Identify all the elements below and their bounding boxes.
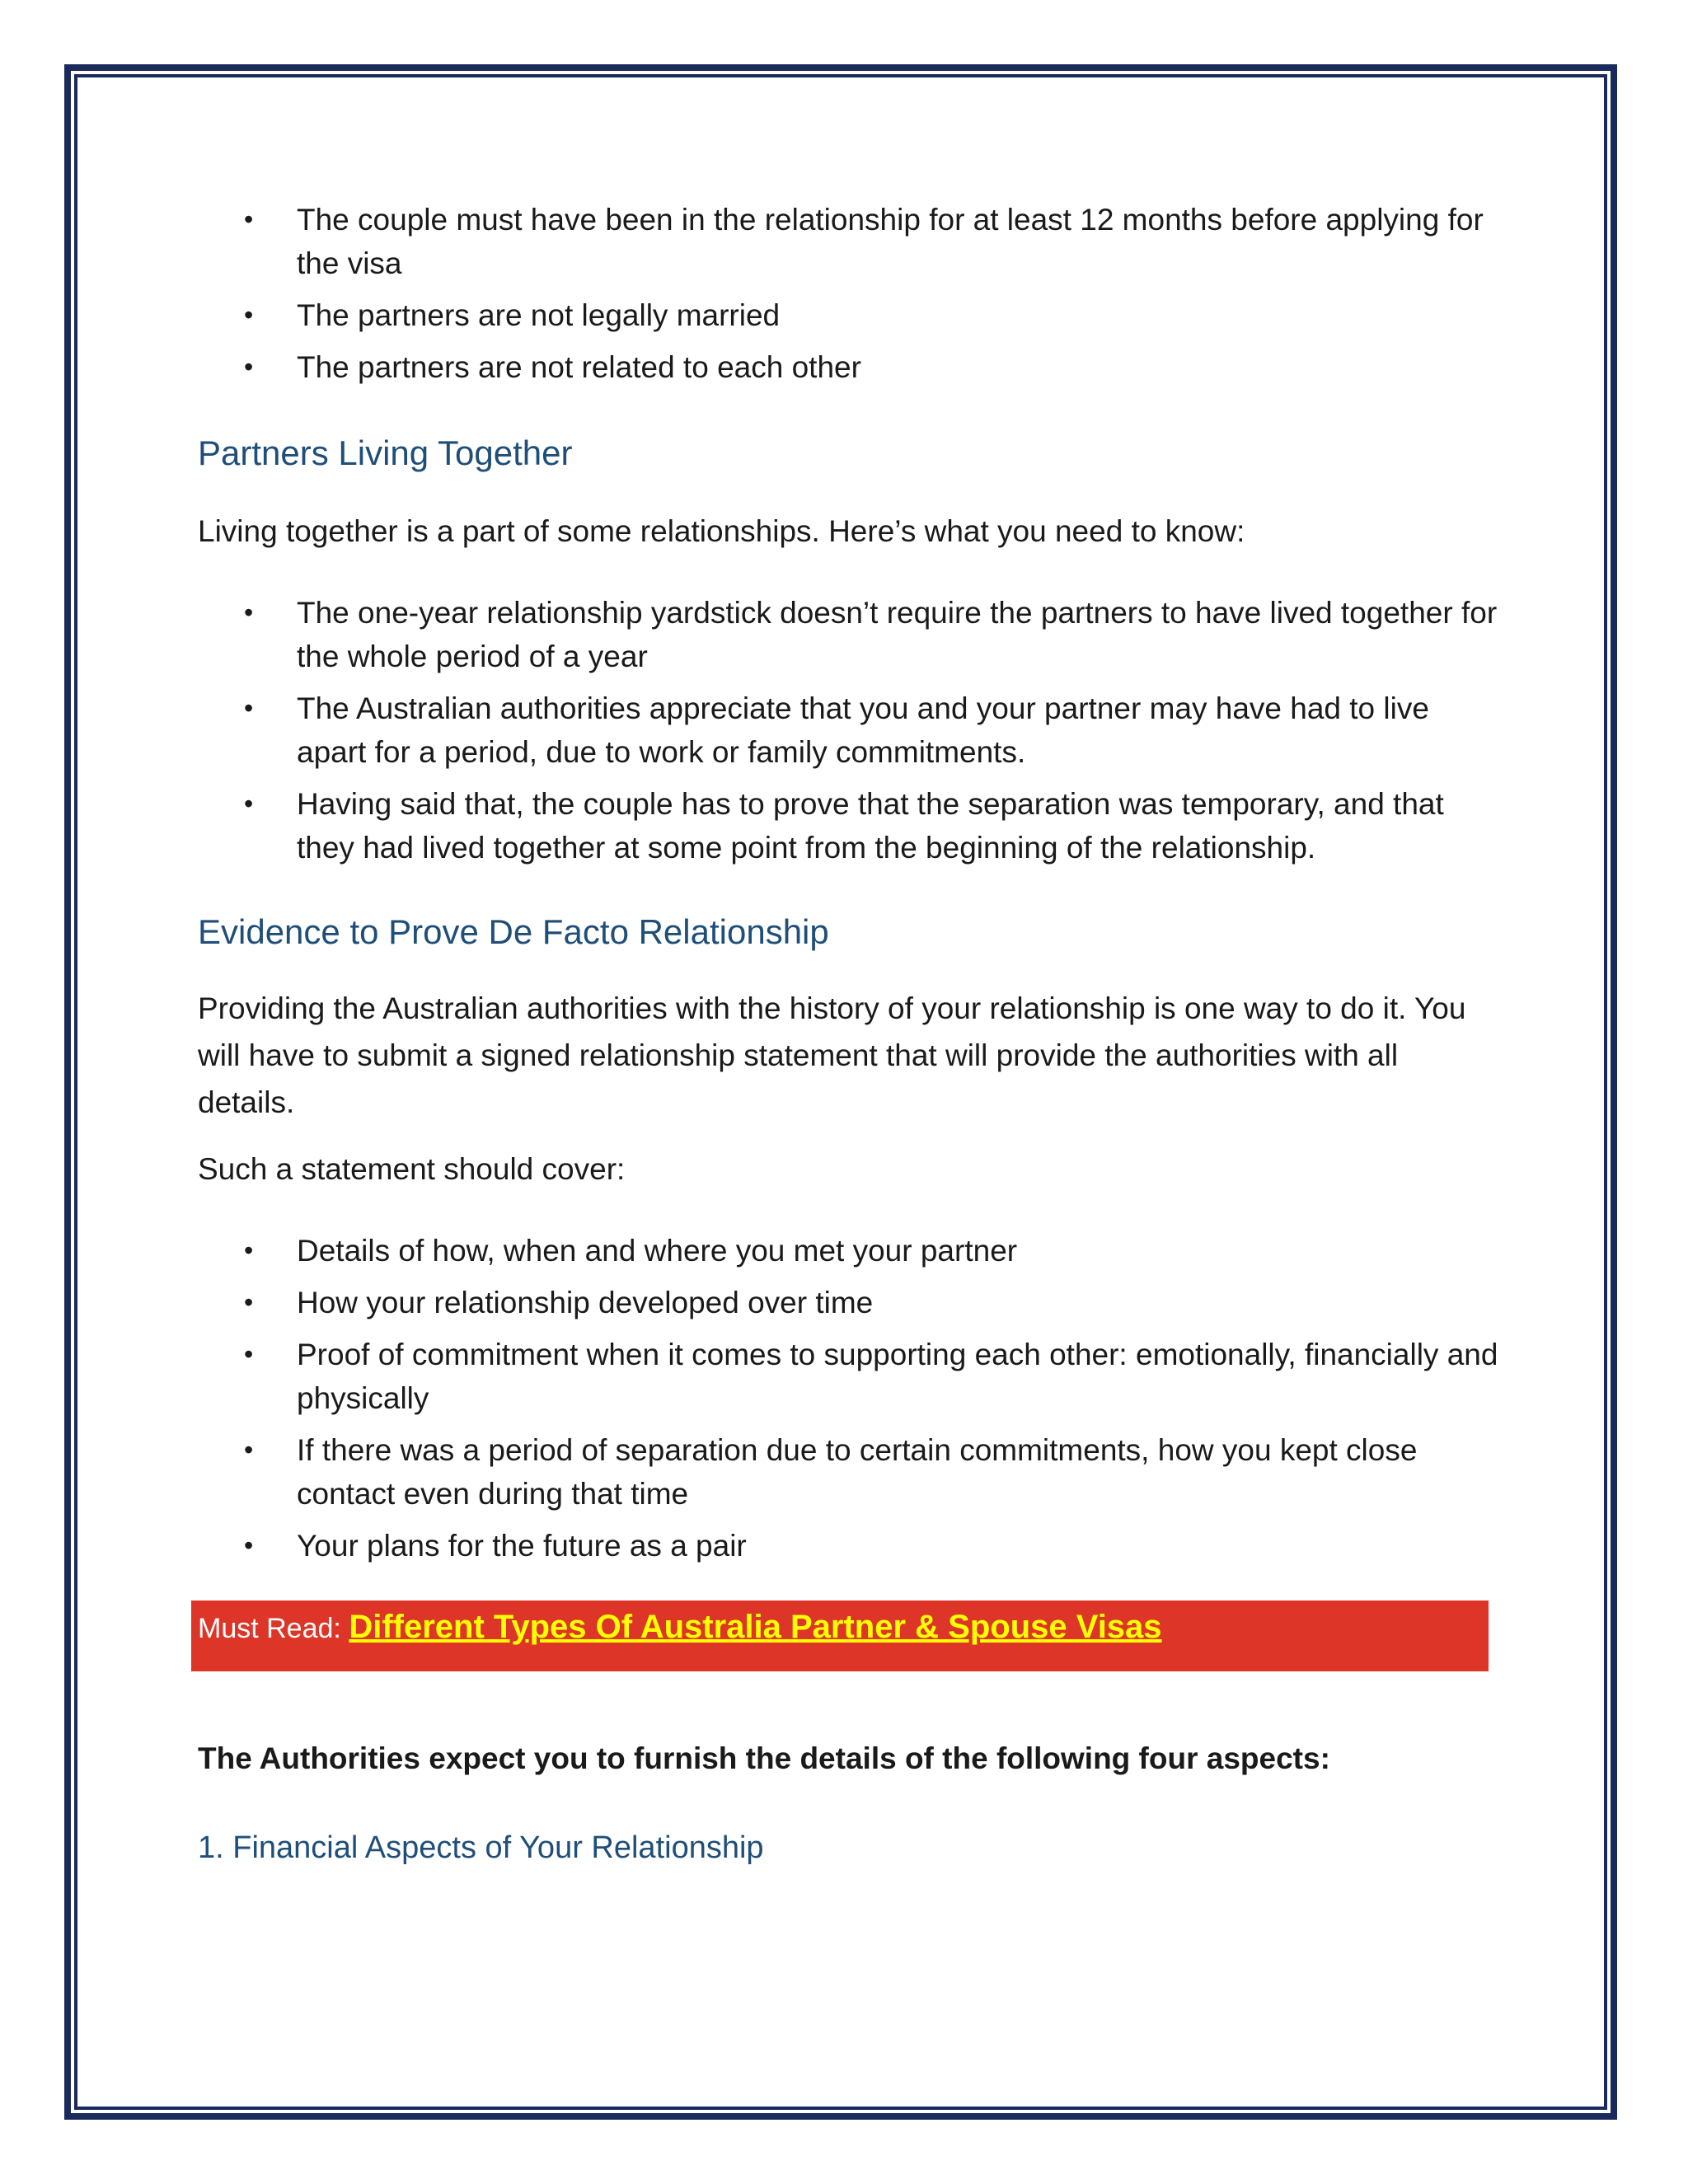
living-together-intro: Living together is a part of some relationships. Here’s what you need to know: — [198, 514, 1245, 548]
evidence-paragraph: Providing the Australian authorities with the history of your relationship is one way to do it. You will have to submit a signed relationship statement that will provide the authorities with all details. — [198, 991, 1466, 1119]
must-read-link[interactable]: Different Types Of Australia Partner & Spouse Visas — [349, 1609, 1162, 1645]
list-item: • The Australian authorities appreciate that you and your partner may have had to live apart for a period, due to work or family commitments. — [198, 687, 1500, 774]
list-item: • If there was a period of separation due to certain commitments, how you kept close contact even during that time — [198, 1428, 1500, 1516]
section-heading-living-together: Partners Living Together — [198, 434, 573, 472]
eligibility-list — [198, 198, 1500, 389]
statement-list — [198, 1229, 1500, 1568]
list-item: • Having said that, the couple has to prove that the separation was temporary, and that they had lived together at some point from the beginning of the relationship. — [198, 782, 1500, 869]
document-content — [198, 198, 1500, 1869]
list-item: • How your relationship developed over time — [198, 1281, 1500, 1324]
must-read-label: Must Read: — [198, 1613, 349, 1644]
list-item: • The one-year relationship yardstick doesn’t require the partners to have lived together for the whole period of a year — [198, 591, 1500, 678]
living-together-list — [198, 591, 1500, 869]
financial-aspects-heading: 1. Financial Aspects of Your Relationship — [198, 1830, 764, 1865]
list-item: • Details of how, when and where you met your partner — [198, 1229, 1500, 1272]
statement-intro: Such a statement should cover: — [198, 1152, 626, 1186]
authorities-statement: The Authorities expect you to furnish the details of the following four aspects: — [198, 1741, 1330, 1775]
list-item: • The partners are not legally married — [198, 293, 1500, 337]
list-item: • The couple must have been in the relationship for at least 12 months before applying for the visa — [198, 198, 1500, 285]
must-read-banner — [191, 1601, 1489, 1671]
list-item: • Your plans for the future as a pair — [198, 1524, 1500, 1568]
list-item: • The partners are not related to each other — [198, 345, 1500, 389]
section-heading-evidence: Evidence to Prove De Facto Relationship — [198, 912, 829, 951]
list-item: • Proof of commitment when it comes to supporting each other: emotionally, financially and physically — [198, 1333, 1500, 1420]
